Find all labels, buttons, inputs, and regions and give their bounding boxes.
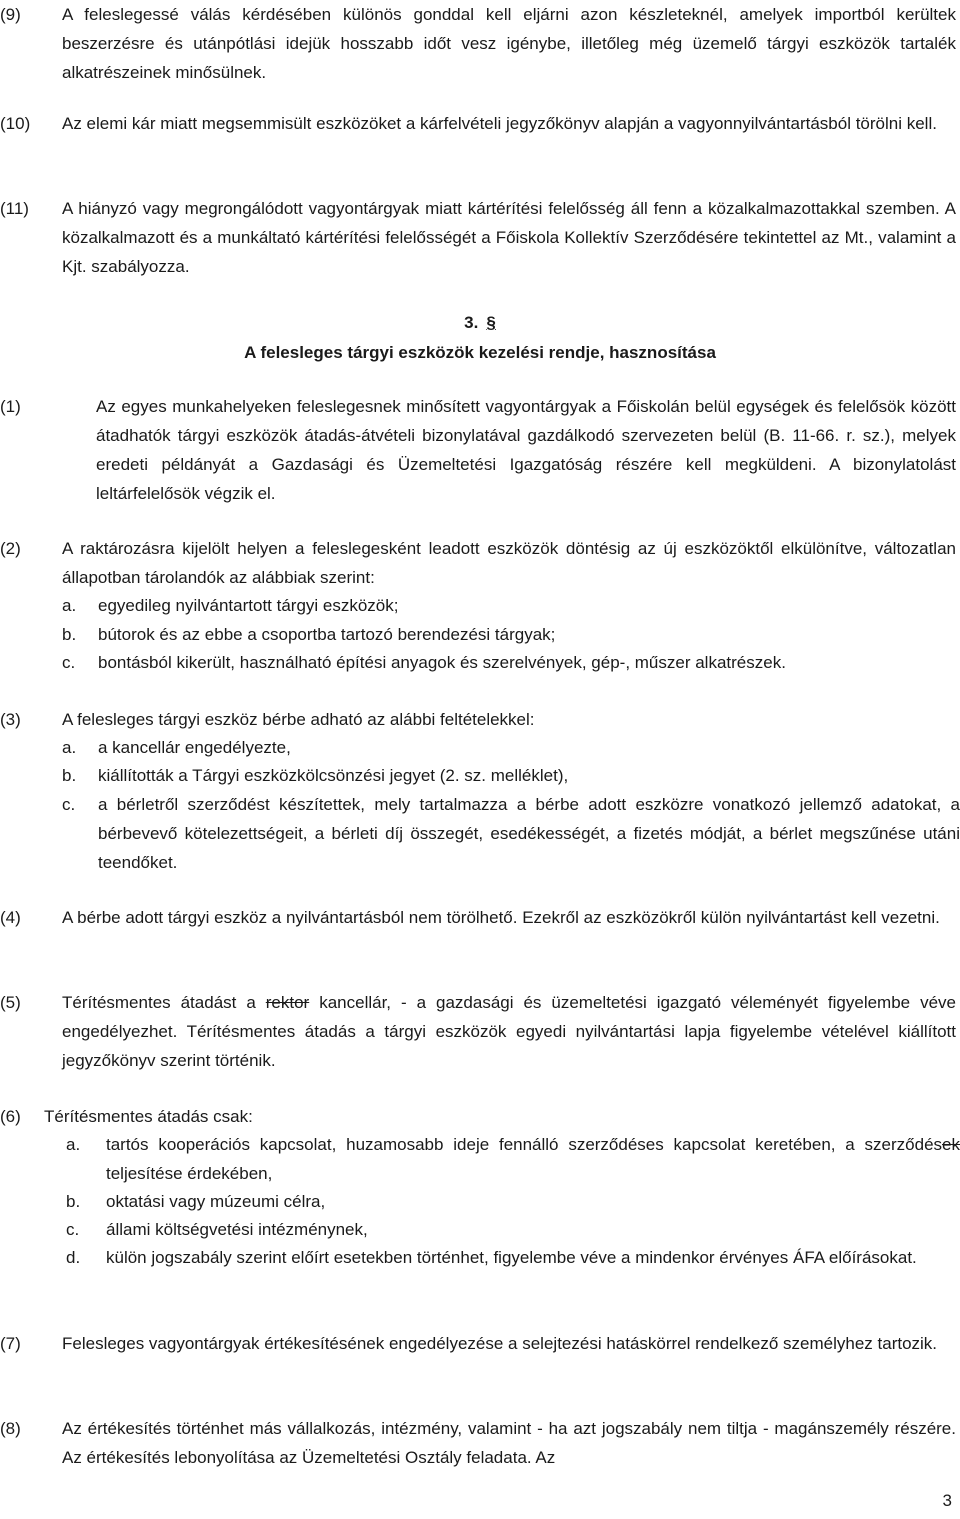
list-letter: c. [62, 795, 76, 814]
list-text: bútorok és az ebbe a csoportba tartozó berendezési tárgyak; [98, 625, 556, 644]
list-letter: c. [62, 653, 76, 672]
list-text: tartós kooperációs kapcsolat, huzamosabb ideje fennálló szerződéses kapcsolat keretében, a szerződések teljesítése érdekében, [106, 1135, 960, 1183]
list-text: a kancellár engedélyezte, [98, 738, 291, 757]
list-item [62, 620, 960, 649]
list-letter: a. [62, 596, 77, 615]
list-letter: a. [62, 738, 77, 757]
list-item [62, 761, 960, 790]
paragraph-text: A felesleges tárgyi eszköz bérbe adható az alábbi feltételekkel: [62, 710, 535, 729]
paragraph-text: A bérbe adott tárgyi eszköz a nyilvántartásból nem törölhető. Ezekről az eszközökről külön nyilvántartást kell vezetni. [62, 908, 940, 927]
list-item [66, 1187, 960, 1216]
list-text: állami költségvetési intézménynek, [106, 1220, 368, 1239]
list-item [62, 591, 960, 620]
page-number: 3 [942, 1491, 952, 1510]
list-letter: b. [62, 766, 77, 785]
list-item [66, 1130, 960, 1188]
paragraph-number: (9) [0, 5, 21, 24]
section-number [0, 308, 960, 337]
paragraph-number: (11) [0, 199, 29, 218]
struck-text: rektor [265, 993, 310, 1012]
list-letter: a. [66, 1135, 81, 1154]
list-text: oktatási vagy múzeumi célra, [106, 1192, 326, 1211]
list-letter: b. [66, 1192, 81, 1211]
section-number-text: 3. [464, 313, 479, 332]
paragraph-text: A hiányzó vagy megrongálódott vagyontárgyak miatt kártérítési felelősség áll fenn a közalkalmazottakkal szemben. A közalkalmazott és a munkáltató kártérítési felelősségét a Főiskola Kollektív Szerződésére tekintettel az Mt., valamint a Kjt. szabályozza. [62, 199, 956, 276]
paragraph-text: Felesleges vagyontárgyak értékesítésének engedélyezése a selejtezési hatáskörrel rendelkező személyhez tartozik. [62, 1334, 938, 1353]
list-text: a bérletről szerződést készítettek, mely tartalmazza a bérbe adott eszközre vonatkozó jellemző adatokat, a bérbevevő kötelezettségeit, a bérleti díj összegét, esedékességét, a fizetés módját, a bérlet megszűnése utáni teendőket. [98, 795, 960, 872]
section-symbol: § [486, 313, 496, 332]
paragraph-text: Az elemi kár miatt megsemmisült eszközöket a kárfelvételi jegyzőkönyv alapján a vagyonnyilvántartásból törölni kell. [62, 114, 937, 133]
list-text: bontásból kikerült, használható építési anyagok és szerelvények, gép-, műszer alkatrészek. [98, 653, 786, 672]
paragraph-text: Az értékesítés történhet más vállalkozás, intézmény, valamint - ha azt jogszabály nem tiltja - magánszemély részére. Az értékesítés lebonyolítása az Üzemeltetési Osztály feladata. Az [62, 1419, 956, 1467]
list-item [66, 1243, 960, 1272]
paragraph-number: (4) [0, 908, 21, 927]
struck-text: ek [942, 1135, 960, 1154]
list-text: egyedileg nyilvántartott tárgyi eszközök; [98, 596, 399, 615]
list-letter: b. [62, 625, 77, 644]
paragraph-number: (7) [0, 1334, 21, 1353]
paragraph-number: (3) [0, 710, 21, 729]
list-item [62, 648, 960, 677]
paragraph-number: (1) [0, 397, 21, 416]
list-item [66, 1215, 960, 1244]
list-letter: c. [66, 1220, 80, 1239]
list-text: kiállították a Tárgyi eszközkölcsönzési jegyet (2. sz. melléklet), [98, 766, 569, 785]
paragraph-number: (5) [0, 993, 21, 1012]
paragraph-text: Az egyes munkahelyeken feleslegesnek minősített vagyontárgyak a Főiskolán belül egységek és felelősök között átadhatók tárgyi eszközök átadás-átvételi bizonylatával gazdálkodó szervezeten belül (B. 11-66. r. sz.), melyek eredeti példányát a Gazdasági és Üzemeltetési Igazgatóság részére kell megküldeni. A bizonylatolást leltárfelelősök végzik el. [96, 397, 956, 503]
paragraph-text: A feleslegessé válás kérdésében különös gonddal kell eljárni azon készleteknél, amelyek importból kerültek beszerzésre és utánpótlási idejük hosszabb időt vesz igénybe, illetőleg még üzemelő tárgyi eszközök tartalék alkatrészeinek minősülnek. [62, 5, 956, 82]
paragraph-number: (6) [0, 1107, 21, 1126]
paragraph-number: (10) [0, 114, 31, 133]
list-item [62, 733, 960, 762]
list-letter: d. [66, 1248, 81, 1267]
list-item [62, 790, 960, 877]
paragraph-text: Térítésmentes átadást a rektor kancellár, - a gazdasági és üzemeltetési igazgató véleményét figyelembe véve engedélyezhet. Térítésmentes átadás a tárgyi eszközök egyedi nyilvántartási lapja figyelembe vételével kiállított jegyzőkönyv szerint történik. [62, 993, 956, 1070]
paragraph-text: Térítésmentes átadás csak: [44, 1107, 253, 1126]
list-text: külön jogszabály szerint előírt esetekben történhet, figyelembe véve a mindenkor érvényes ÁFA előírásokat. [106, 1248, 917, 1267]
paragraph-text: A raktározásra kijelölt helyen a feleslegesként leadott eszközök döntésig az új eszközöktől elkülönítve, változatlan állapotban tárolandók az alábbiak szerint: [62, 539, 956, 587]
section-title: A felesleges tárgyi eszközök kezelési rendje, hasznosítása [244, 343, 716, 362]
paragraph-number: (2) [0, 539, 21, 558]
paragraph-number: (8) [0, 1419, 21, 1438]
